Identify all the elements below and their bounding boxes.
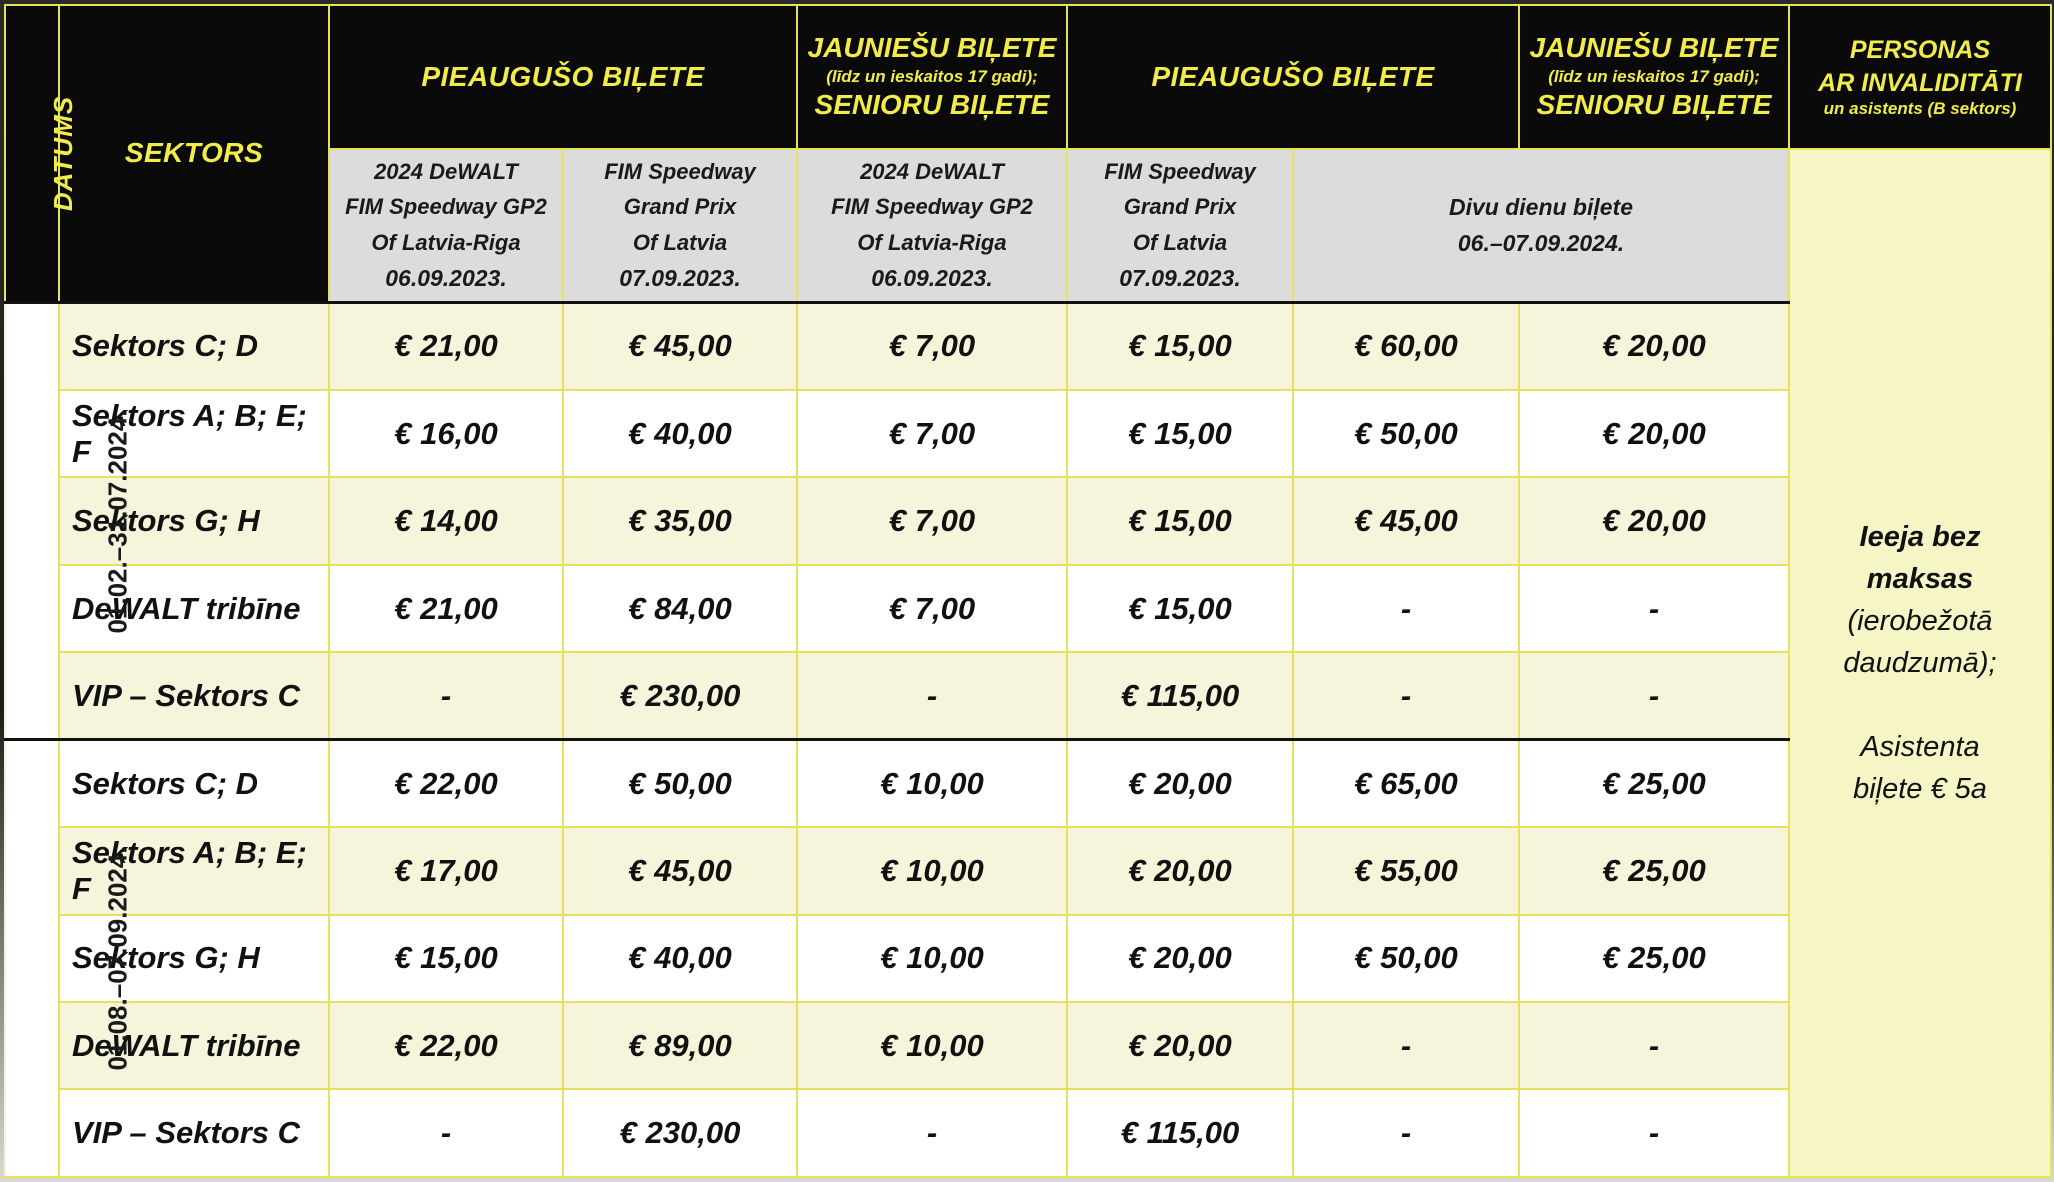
price-cell: € 25,00	[1519, 915, 1789, 1002]
price-cell: € 35,00	[563, 477, 797, 564]
sector-name: Sektors C; D	[59, 303, 329, 390]
price-cell: -	[1293, 1002, 1519, 1089]
table-row	[5, 1089, 2051, 1177]
subheader-gp-adult: FIM Speedway Grand Prix Of Latvia 07.09.2023.	[563, 149, 797, 303]
sector-name: Sektors A; B; E; F	[59, 827, 329, 914]
price-cell: € 10,00	[797, 1002, 1067, 1089]
price-cell: € 45,00	[1293, 477, 1519, 564]
price-cell: € 15,00	[1067, 390, 1293, 477]
period-label-2: 01.08.–07.09.2024.	[5, 740, 59, 1177]
price-cell: € 45,00	[563, 827, 797, 914]
price-cell: € 7,00	[797, 390, 1067, 477]
ticket-price-table	[4, 4, 2052, 1178]
price-cell: -	[329, 652, 563, 739]
header-row	[5, 5, 2051, 149]
table-row	[5, 740, 2051, 827]
table-row	[5, 827, 2051, 914]
price-cell: € 89,00	[563, 1002, 797, 1089]
price-cell: € 7,00	[797, 565, 1067, 652]
date-column-header: DATUMS	[5, 5, 59, 303]
price-cell: € 115,00	[1067, 1089, 1293, 1177]
price-cell: -	[1519, 1002, 1789, 1089]
sector-name: Sektors C; D	[59, 740, 329, 827]
price-cell: -	[1519, 565, 1789, 652]
price-cell: € 15,00	[1067, 477, 1293, 564]
disabled-persons-header: PERSONAS AR INVALIDITĀTI un asistents (B sektors)	[1789, 5, 2051, 149]
period-label-1: 01.02.–31.07.2024.	[5, 303, 59, 740]
sector-name: VIP – Sektors C	[59, 652, 329, 739]
price-cell: -	[797, 1089, 1067, 1177]
price-cell: € 21,00	[329, 565, 563, 652]
price-cell: € 230,00	[563, 1089, 797, 1177]
price-cell: € 7,00	[797, 303, 1067, 390]
price-cell: -	[1293, 565, 1519, 652]
price-cell: € 20,00	[1067, 827, 1293, 914]
price-cell: € 10,00	[797, 915, 1067, 1002]
price-cell: € 20,00	[1067, 1002, 1293, 1089]
sector-name: VIP – Sektors C	[59, 1089, 329, 1177]
price-cell: € 115,00	[1067, 652, 1293, 739]
price-cell: € 65,00	[1293, 740, 1519, 827]
price-cell: € 21,00	[329, 303, 563, 390]
price-cell: € 60,00	[1293, 303, 1519, 390]
youth-senior-header: JAUNIEŠU BIĻETE (līdz un ieskaitos 17 gadi); SENIORU BIĻETE	[797, 5, 1067, 149]
price-cell: -	[1519, 1089, 1789, 1177]
subheader-gp-youth: FIM Speedway Grand Prix Of Latvia 07.09.2023.	[1067, 149, 1293, 303]
subheader-gp2-adult: 2024 DeWALT FIM Speedway GP2 Of Latvia-Riga 06.09.2023.	[329, 149, 563, 303]
price-cell: € 20,00	[1519, 390, 1789, 477]
price-cell: € 45,00	[563, 303, 797, 390]
price-cell: € 55,00	[1293, 827, 1519, 914]
price-cell: € 230,00	[563, 652, 797, 739]
disabled-free-entry-cell: Ieeja bez maksas (ierobežotā daudzumā); Asistenta biļete € 5a	[1789, 149, 2051, 1177]
price-cell: -	[329, 1089, 563, 1177]
sector-name: Sektors G; H	[59, 477, 329, 564]
sector-column-header: SEKTORS	[59, 5, 329, 303]
adult-ticket-header: PIEAUGUŠO BIĻETE	[329, 5, 797, 149]
price-cell: € 22,00	[329, 1002, 563, 1089]
table-row	[5, 652, 2051, 739]
sector-name: DeWALT tribīne	[59, 565, 329, 652]
price-cell: -	[797, 652, 1067, 739]
price-cell: € 40,00	[563, 390, 797, 477]
price-cell: € 50,00	[563, 740, 797, 827]
table-row	[5, 565, 2051, 652]
table-row	[5, 303, 2051, 390]
price-cell: € 20,00	[1519, 477, 1789, 564]
table-row	[5, 477, 2051, 564]
sector-name: Sektors A; B; E; F	[59, 390, 329, 477]
price-cell: -	[1293, 652, 1519, 739]
price-cell: € 20,00	[1067, 740, 1293, 827]
price-cell: € 15,00	[1067, 565, 1293, 652]
price-cell: € 17,00	[329, 827, 563, 914]
price-cell: € 14,00	[329, 477, 563, 564]
price-cell: € 50,00	[1293, 915, 1519, 1002]
price-cell: € 10,00	[797, 827, 1067, 914]
price-cell: € 40,00	[563, 915, 797, 1002]
price-cell: € 16,00	[329, 390, 563, 477]
price-cell: -	[1293, 1089, 1519, 1177]
price-cell: € 15,00	[329, 915, 563, 1002]
price-cell: € 15,00	[1067, 303, 1293, 390]
sector-name: Sektors G; H	[59, 915, 329, 1002]
table-row	[5, 390, 2051, 477]
sector-name: DeWALT tribīne	[59, 1002, 329, 1089]
price-cell: € 20,00	[1519, 303, 1789, 390]
subheader-gp2-youth: 2024 DeWALT FIM Speedway GP2 Of Latvia-Riga 06.09.2023.	[797, 149, 1067, 303]
price-cell: € 25,00	[1519, 827, 1789, 914]
price-cell: -	[1519, 652, 1789, 739]
price-cell: € 22,00	[329, 740, 563, 827]
price-cell: € 25,00	[1519, 740, 1789, 827]
table-row	[5, 1002, 2051, 1089]
price-cell: € 10,00	[797, 740, 1067, 827]
price-cell: € 84,00	[563, 565, 797, 652]
subheader-two-day: Divu dienu biļete 06.–07.09.2024.	[1293, 149, 1789, 303]
price-cell: € 20,00	[1067, 915, 1293, 1002]
table-row	[5, 915, 2051, 1002]
price-cell: € 50,00	[1293, 390, 1519, 477]
youth-senior-header-2: JAUNIEŠU BIĻETE (līdz un ieskaitos 17 gadi); SENIORU BIĻETE	[1519, 5, 1789, 149]
price-cell: € 7,00	[797, 477, 1067, 564]
adult-ticket-header-2: PIEAUGUŠO BIĻETE	[1067, 5, 1519, 149]
